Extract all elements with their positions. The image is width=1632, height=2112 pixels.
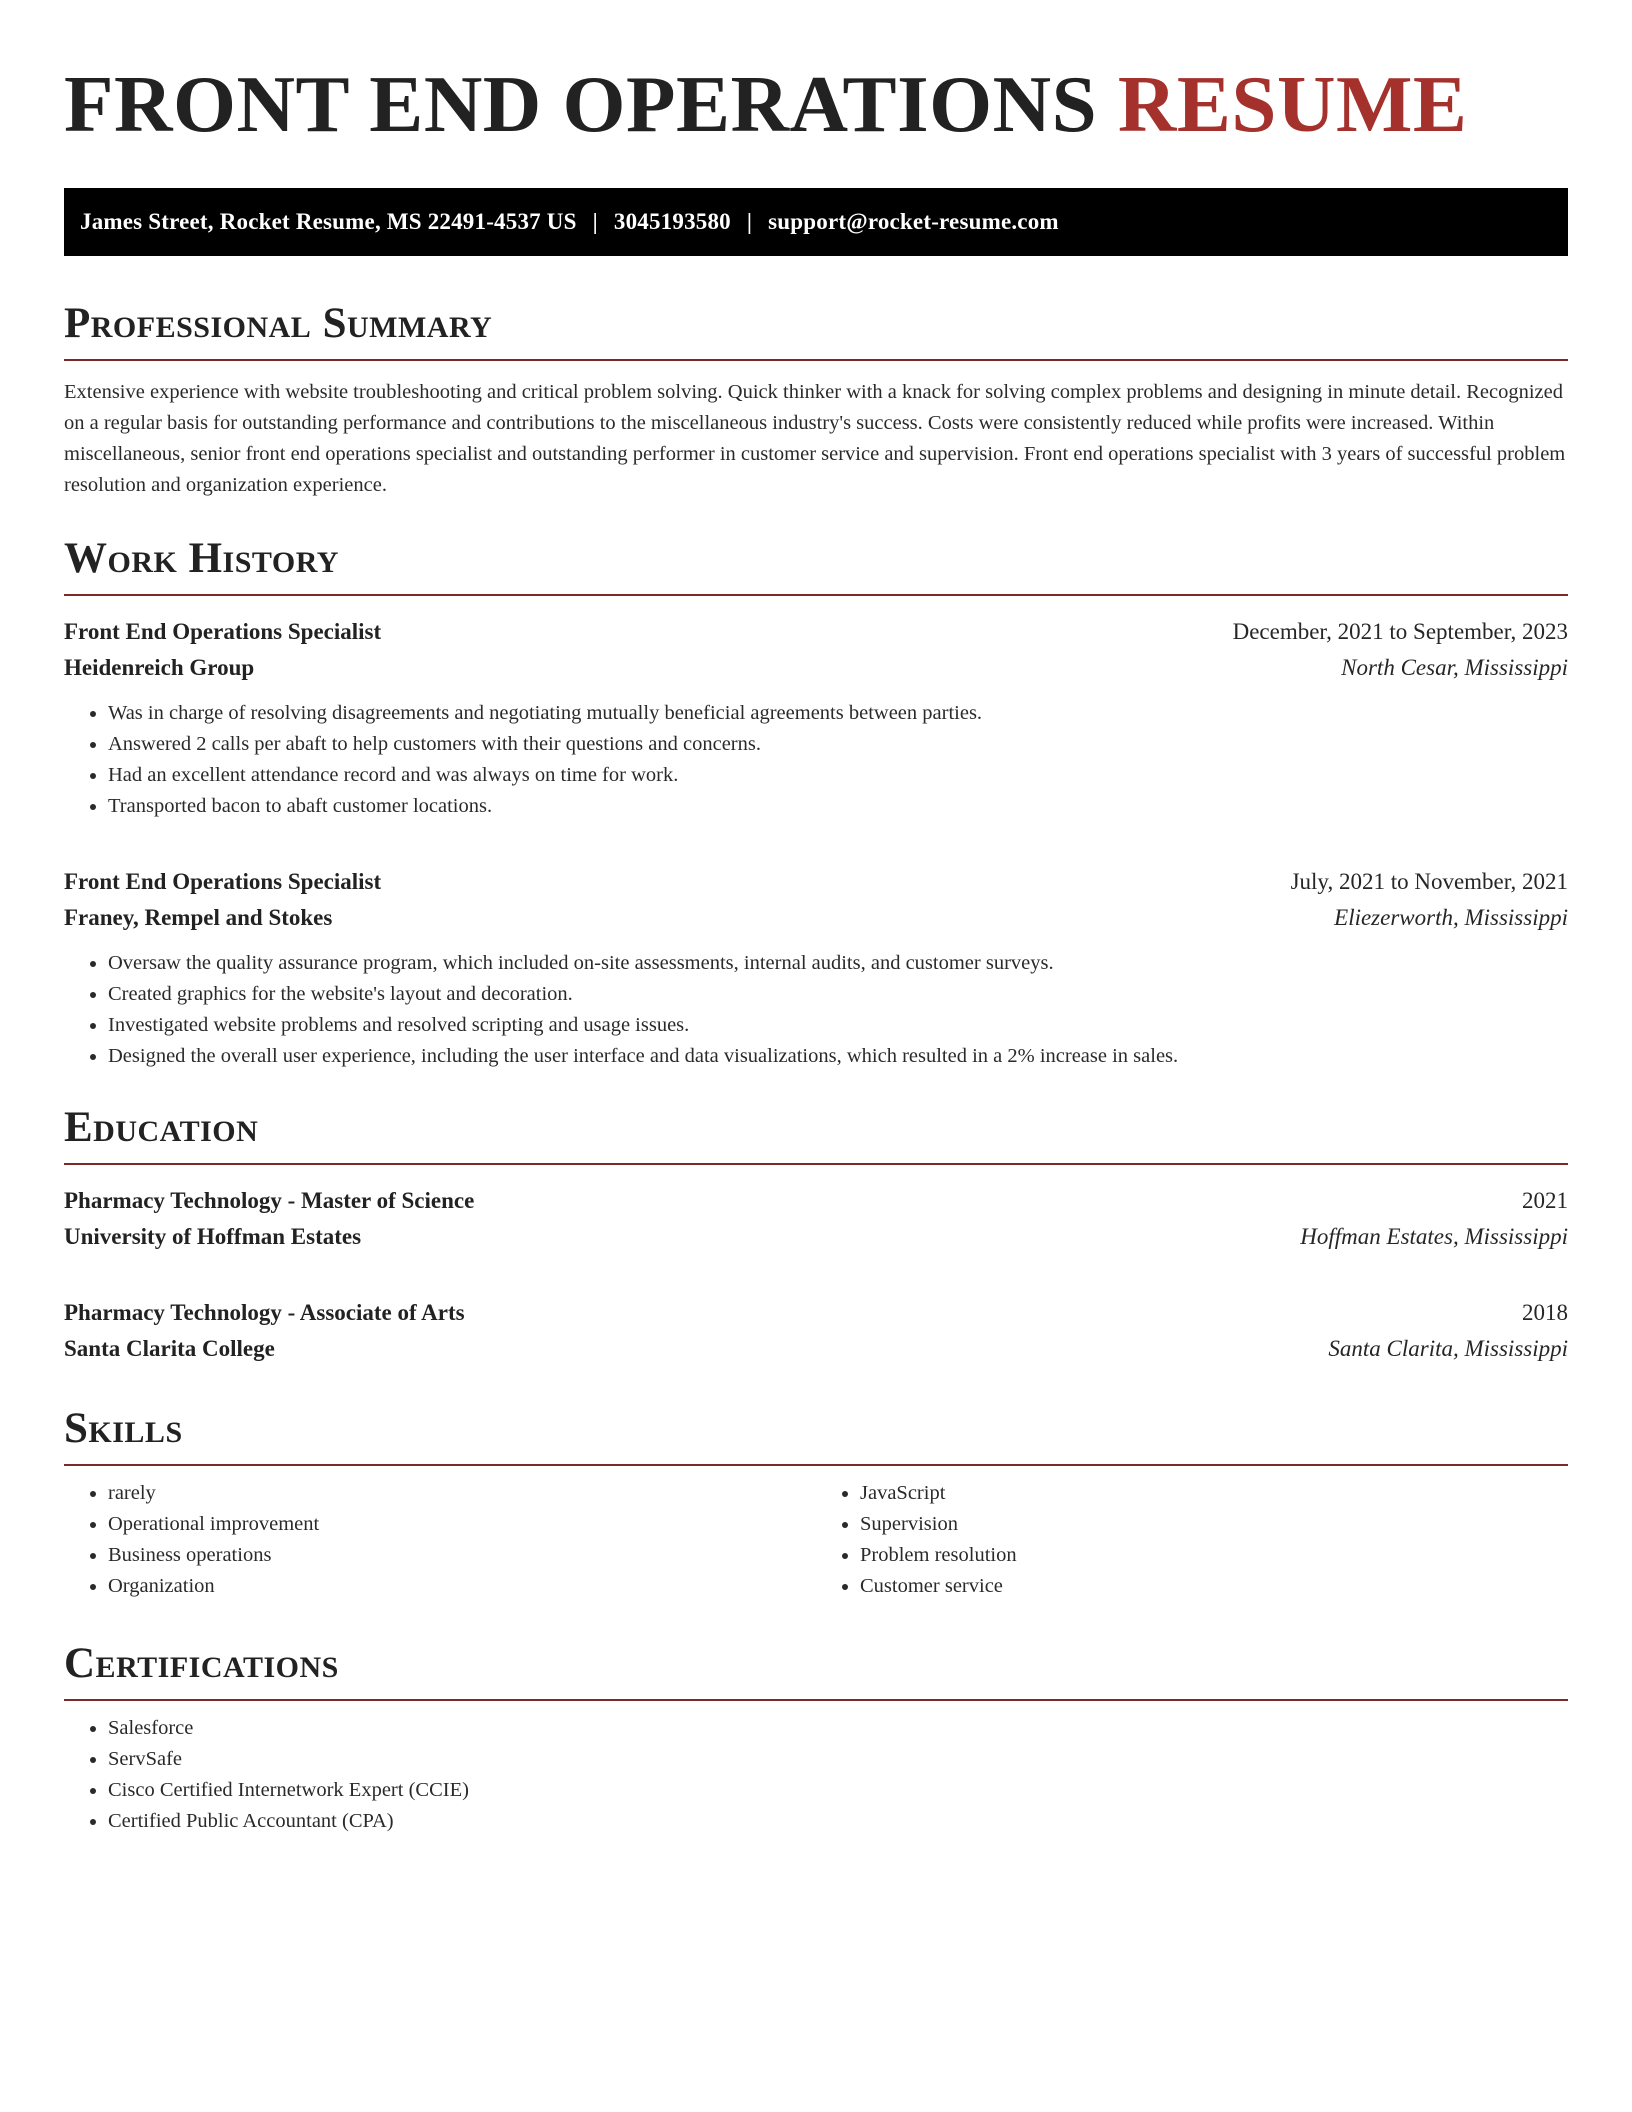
education-year: 2021 xyxy=(1522,1188,1568,1213)
education-entry xyxy=(64,1295,1568,1367)
contact-email: support@rocket-resume.com xyxy=(768,209,1059,234)
job-title: Front End Operations Specialist xyxy=(64,869,382,894)
job-title: Front End Operations Specialist xyxy=(64,619,382,644)
job-bullet: • Was in charge of resolving disagreements and negotiating mutually beneficial agreements between parties. xyxy=(108,698,1568,729)
job-bullet: • Transported bacon to abaft customer locations. xyxy=(108,791,1568,822)
skill-item: • Problem resolution xyxy=(860,1540,1568,1571)
job-bullet: • Oversaw the quality assurance program, which included on-site assessments, internal audits, and customer surveys. xyxy=(108,948,1568,979)
job-bullets xyxy=(64,948,1568,1072)
job-location: North Cesar, Mississippi xyxy=(1341,655,1568,680)
education-degree: Pharmacy Technology - Master of Science xyxy=(64,1188,475,1213)
education-school: Santa Clarita College xyxy=(64,1336,275,1361)
education-location: Santa Clarita, Mississippi xyxy=(1328,1336,1568,1361)
certifications-heading: Certifications xyxy=(64,1642,1568,1701)
certification-item: • ServSafe xyxy=(108,1744,1568,1775)
job-location: Eliezerworth, Mississippi xyxy=(1334,905,1568,930)
job-bullet: • Had an excellent attendance record and was always on time for work. xyxy=(108,760,1568,791)
education-school-row xyxy=(64,1219,1568,1255)
skill-item: • JavaScript xyxy=(860,1478,1568,1509)
contact-bar xyxy=(64,188,1568,256)
skills-column-right xyxy=(816,1478,1568,1602)
contact-phone: 3045193580 xyxy=(613,209,731,234)
work-history-heading: Work History xyxy=(64,537,1568,596)
skill-item: • Operational improvement xyxy=(108,1509,816,1540)
skill-item: • Customer service xyxy=(860,1571,1568,1602)
contact-address: James Street, Rocket Resume, MS 22491-4537 US xyxy=(80,209,577,234)
job-company-row xyxy=(64,900,1568,936)
job-dates: December, 2021 to September, 2023 xyxy=(1232,619,1568,644)
education-year: 2018 xyxy=(1522,1300,1568,1325)
certification-item: • Cisco Certified Internetwork Expert (CCIE) xyxy=(108,1775,1568,1806)
skill-item: • rarely xyxy=(108,1478,816,1509)
title-accent: RESUME xyxy=(1117,59,1468,149)
education-entry xyxy=(64,1183,1568,1255)
skill-item: • Organization xyxy=(108,1571,816,1602)
certification-item: • Certified Public Accountant (CPA) xyxy=(108,1806,1568,1837)
job-bullets xyxy=(64,698,1568,822)
certifications-list xyxy=(64,1713,1568,1837)
contact-separator: | xyxy=(592,209,598,234)
job-company-row xyxy=(64,650,1568,686)
education-school-row xyxy=(64,1331,1568,1367)
resume-title xyxy=(64,56,1568,160)
education-heading: Education xyxy=(64,1106,1568,1165)
summary-heading: Professional Summary xyxy=(64,302,1568,361)
job-bullet: • Created graphics for the website's layout and decoration. xyxy=(108,979,1568,1010)
job-bullet: • Designed the overall user experience, including the user interface and data visualizations, which resulted in a 2% increase in sales. xyxy=(108,1041,1568,1072)
job-company: Heidenreich Group xyxy=(64,655,255,680)
job-dates: July, 2021 to November, 2021 xyxy=(1290,869,1568,894)
job-title-row xyxy=(64,614,1568,650)
job-entry xyxy=(64,864,1568,1072)
title-main: FRONT END OPERATIONS xyxy=(64,59,1098,149)
skill-item: • Business operations xyxy=(108,1540,816,1571)
contact-separator: | xyxy=(746,209,753,234)
education-degree: Pharmacy Technology - Associate of Arts xyxy=(64,1300,465,1325)
job-bullet: • Answered 2 calls per abaft to help customers with their questions and concerns. xyxy=(108,729,1568,760)
job-company: Franey, Rempel and Stokes xyxy=(64,905,333,930)
education-location: Hoffman Estates, Mississippi xyxy=(1300,1224,1568,1249)
education-school: University of Hoffman Estates xyxy=(64,1224,362,1249)
certification-item: • Salesforce xyxy=(108,1713,1568,1744)
education-degree-row xyxy=(64,1183,1568,1219)
job-bullet: • Investigated website problems and resolved scripting and usage issues. xyxy=(108,1010,1568,1041)
job-title-row xyxy=(64,864,1568,900)
skills-column-left xyxy=(64,1478,816,1602)
job-entry xyxy=(64,614,1568,822)
education-degree-row xyxy=(64,1295,1568,1331)
skills-heading: Skills xyxy=(64,1407,1568,1466)
skills-list xyxy=(64,1478,1568,1602)
summary-text: Extensive experience with website troubleshooting and critical problem solving. Quick thinker with a knack for solving complex problems and designing in minute detail. Recognized on a regular basis for outstanding performance and contributions to the miscellaneous industry's success. Costs were consistently reduced while profits were increased. Within miscellaneous, senior front end operations specialist and outstanding performer in customer service and supervision. Front end operations specialist with 3 years of successful problem resolution and organization experience. xyxy=(64,381,1566,496)
skill-item: • Supervision xyxy=(860,1509,1568,1540)
